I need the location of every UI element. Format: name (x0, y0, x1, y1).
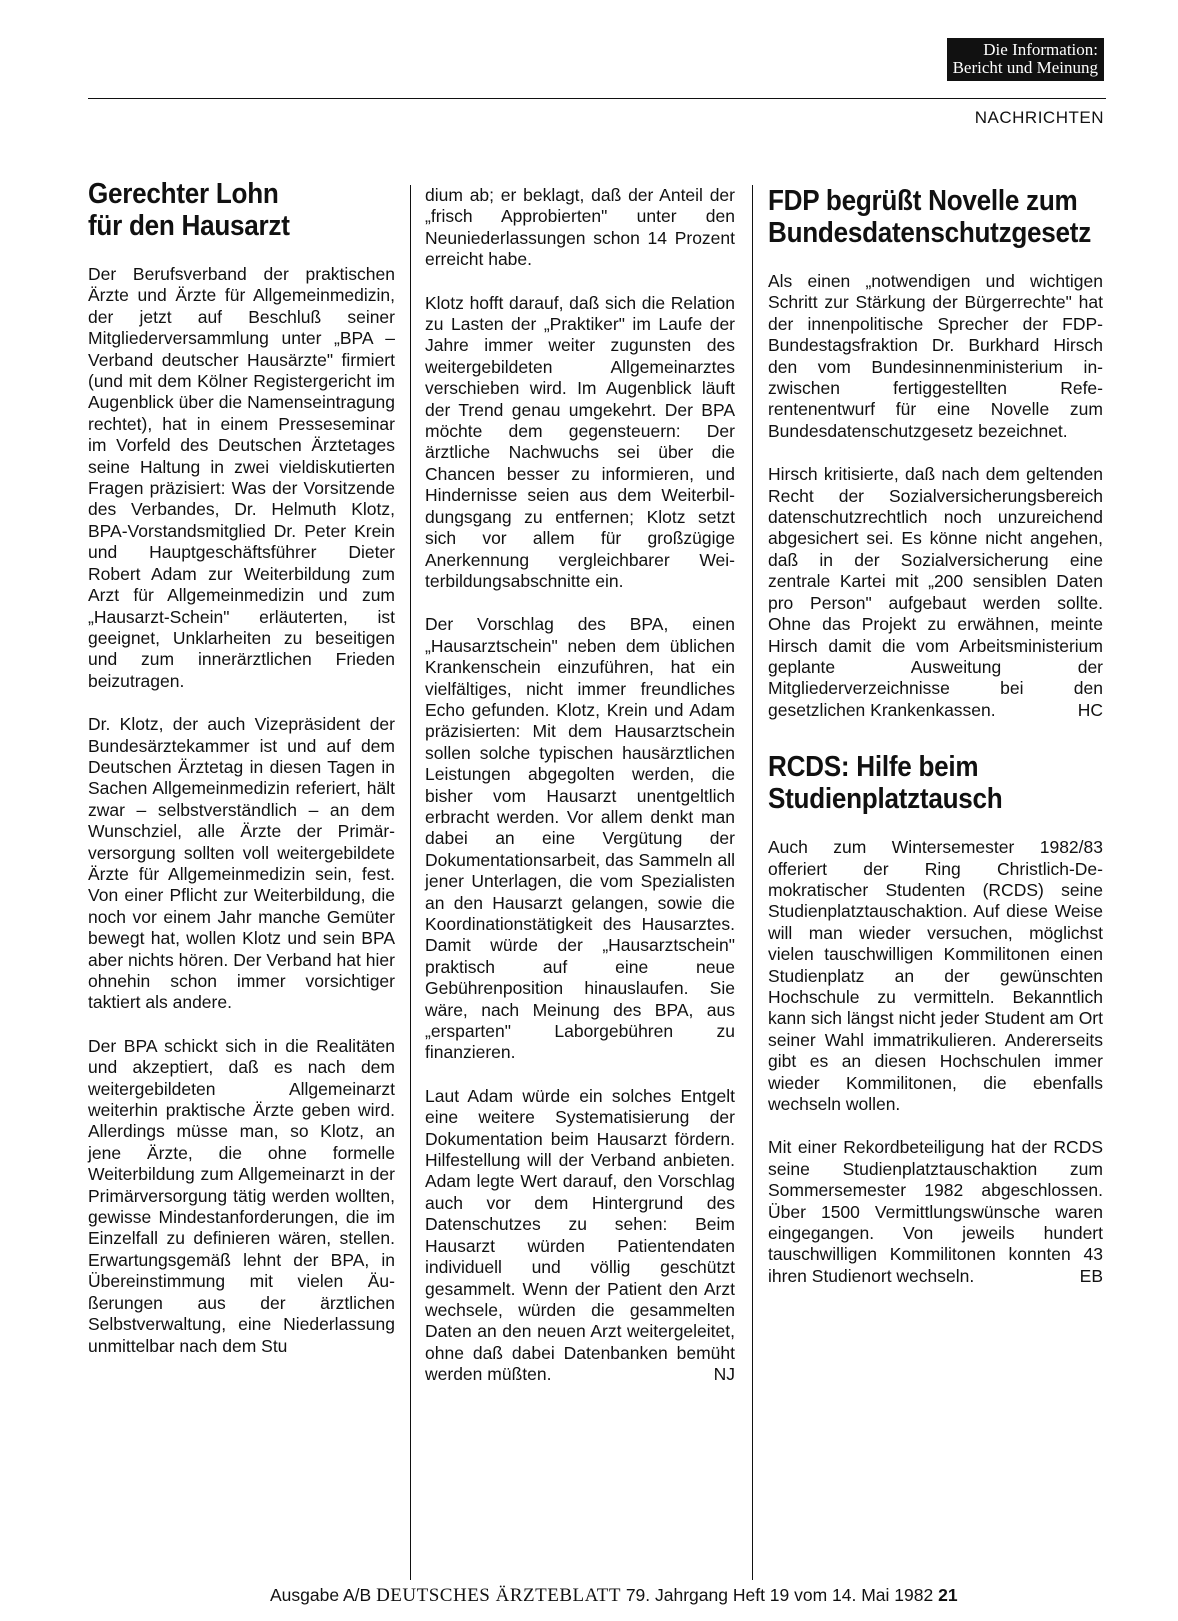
paragraph-text: Laut Adam würde ein solches Entgelt eine weitere Systematisierung der Dokumentation beim Hausarzt fördern. Hilfestellung will der Verband anbieten. Adam legte Wert darauf, den Vorschlag auch vor dem Hintergrund des Datenschutzes zu sehen: Beim Hausarzt würden Patientendaten individuell und völlig geschützt gesammelt. Wenn der Patient den Arzt wechsele, würden die gesammelten Daten an den neuen Arzt weitergeleitet, ohne daß dabei Datenbanken bemüht werden müßten. (425, 1085, 735, 1385)
article-title-line: FDP begrüßt Novelle zum (768, 185, 1078, 217)
article-title-line: Studienplatztausch (768, 783, 1003, 816)
paragraph-text: Hirsch kritisierte, daß nach dem geltenden Recht der Sozialversicherungsbereich datenschutzrechtlich noch unzureichend abgesichert sei. Es könne nicht angehen, daß in der Sozialversicherung eine zentrale Kartei mit „200 sensiblen Daten pro Person" aufgebaut werden sollte. Ohne das Projekt zu erwähnen, meinte Hirsch damit die vom Arbeitsministerium geplante Ausweitung der Mitgliederverzeichnisse bei den gesetzlichen Krankenkassen. (768, 464, 1103, 720)
article-title-line: RCDS: Hilfe beim (768, 751, 979, 784)
header-rule (88, 98, 1106, 99)
paragraph: Der Vorschlag des BPA, einen „Hausarztschein" neben dem üblichen Krankenschein einzuführen, hat ein vielfältiges, nicht immer freundliches Echo gefunden. Klotz, Krein und Adam präzisierten: Mit dem Hausarztschein sollen solche typischen hausärztlichen Leistungen abgegolten werden, die bisher vom Hausarzt unentgeltlich erbracht werden. Vor allem denkt man dabei an eine Vergütung der Dokumentationsarbeit, das Sammeln all jener Unterlagen, die vom Spezialisten an den Hausarzt gelangen, sowie die Koordinationstätigkeit des Hausarztes. Damit würde der „Hausarztschein" praktisch auf eine neue Gebührenposition hinauslaufen. Sie wäre, nach Meinung des BPA, aus „ersparten" Laborgebühren zu finanzieren. (425, 614, 735, 1063)
column-divider (752, 185, 753, 1580)
header-badge-line1: Die Information: (983, 40, 1098, 59)
header-badge-line2: Bericht und Meinung (952, 58, 1098, 77)
page-number: 21 (938, 1585, 958, 1605)
footer-edition: Ausgabe A/B (270, 1585, 372, 1605)
column-1 (88, 178, 395, 1357)
author-signature: NJ (713, 1364, 735, 1385)
paragraph: Als einen „notwendigen und wichtigen Schritt zur Stärkung der Bürgerrechte" hat der innenpolitische Sprecher der FDP-Bundestagsfraktion Dr. Burkhard Hirsch den vom Bundesinnenministerium inzwischen fertiggestellten Referentenentwurf für eine Novelle zum Bundesdatenschutzgesetz bezeichnet. (768, 271, 1103, 441)
section-label: NACHRICHTEN (974, 108, 1104, 127)
article-title-line: für den Hausarzt (88, 210, 290, 242)
column-divider (410, 185, 411, 1580)
paragraph (768, 464, 1103, 721)
paragraph (425, 1086, 735, 1386)
paragraph: Klotz hofft darauf, daß sich die Relation zu Lasten der „Praktiker" im Laufe der Jahre immer weiter zugunsten des weitergebildeten Allgemeinarztes verschieben wird. Im Augenblick läuft der Trend genau umgekehrt. Der BPA möchte dem gegensteuern: Der ärztliche Nachwuchs sei über die Chancen besser zu informieren, und Hindernisse seien aus dem Weiterbildungsgang zu entfernen; Klotz setzt sich vor allem für großzügige Anerkennung vergleichbarer Weiterbildungsabschnitte ein. (425, 292, 735, 591)
paragraph: Dr. Klotz, der auch Vizepräsident der Bundesärztekammer ist und auf dem Deutschen Ärztetag in diesen Tagen in Sachen Allgemeinmedizin referiert, hält zwar – selbstverständlich – an dem Wunschziel, alle Ärzte der Primärversorgung sollten voll weitergebildete Ärzte für Allgemeinmedizin sein, fest. Von einer Pflicht zur Weiterbildung, die noch vor einem Jahr manche Gemüter bewegt hat, wollen Klotz und sein BPA aber nichts hören. Der Verband hat hier ohnehin schon immer vorsichtiger taktiert als andere. (88, 714, 395, 1013)
article-title-line: Gerechter Lohn (88, 178, 279, 210)
article-title (88, 178, 364, 242)
footer-magazine: DEUTSCHES ÄRZTEBLATT (376, 1585, 621, 1606)
column-3 (768, 185, 1103, 1287)
header-badge (947, 38, 1104, 81)
paragraph-text: Mit einer Rekordbeteiligung hat der RCDS seine Studienplatztauschaktion zum Sommersemester 1982 abgeschlossen. Über 1500 Vermittlungswünsche waren eingegangen. Von jeweils hundert tauschwilligen Kommilitonen konnten 43 ihren Studienort wechseln. (768, 1137, 1103, 1286)
article-title (768, 751, 1070, 815)
column-2 (425, 185, 735, 1386)
author-signature: HC (1077, 699, 1103, 720)
page-footer (270, 1585, 1106, 1607)
paragraph: dium ab; er beklagt, daß der Anteil der „frisch Approbierten" unter den Neuniederlassungen schon 14 Prozent erreicht habe. (425, 185, 735, 270)
paragraph: Auch zum Wintersemester 1982/83 offeriert der Ring Christlich-Demokratischer Studenten (RCDS) seine Studienplatztauschaktion. Auf diese Weise will man wieder versuchen, möglichst vielen tauschwilligen Kommilitonen einen Studienplatz an der gewünschten Hochschule zu vermitteln. Bekanntlich kann sich längst nicht jeder Student am Ort seiner Wahl immatrikulieren. Andererseits gibt es an diesen Hochschulen immer wieder Kommilitonen, die ebenfalls wechseln wollen. (768, 837, 1103, 1114)
paragraph: Der Berufsverband der praktischen Ärzte und Ärzte für Allgemeinmedizin, der jetzt auf Beschluß seiner Mitgliederversammlung unter „BPA – Verband deutscher Hausärzte" firmiert (und mit dem Kölner Registergericht im Augenblick über die Namenseintragung rechtet), hat in einem Presseseminar im Vorfeld des Deutschen Ärztetages seine Haltung in zwei vieldiskutierten Fragen präzisiert: Was der Vorsitzende des Verbandes, Dr. Helmuth Klotz, BPA-Vorstandsmitglied Dr. Peter Krein und Hauptgeschäftsführer Dieter Robert Adam zur Weiterbildung zum Arzt für Allgemeinmedizin und zum „Hausarzt-Schein" erläuterten, ist geeignet, Unklarheiten zu beseitigen und zum innerärztlichen Frieden beizutragen. (88, 264, 395, 691)
article-title-line: Bundesdatenschutzgesetz (768, 217, 1092, 249)
author-signature: EB (1079, 1265, 1103, 1286)
paragraph: Der BPA schickt sich in die Realitäten und akzeptiert, daß es nach dem weitergebildeten Allgemeinarzt weiterhin praktische Ärzte geben wird. Allerdings müsse man, so Klotz, an jene Ärzte, die ohne formelle Weiterbildung zum Allgemeinarzt in der Primärversorgung tätig werden wollten, gewisse Mindestanforderungen, die im Einzelfall zu definieren wären, stellen. Erwartungsgemäß lehnt der BPA, in Übereinstimmung mit vielen Äußerungen aus der ärztlichen Selbstverwaltung, eine Niederlassung unmittelbar nach dem Stu (88, 1035, 395, 1356)
footer-issue: 79. Jahrgang Heft 19 vom 14. Mai 1982 (625, 1585, 934, 1605)
paragraph (768, 1137, 1103, 1287)
article-title (768, 185, 1092, 249)
